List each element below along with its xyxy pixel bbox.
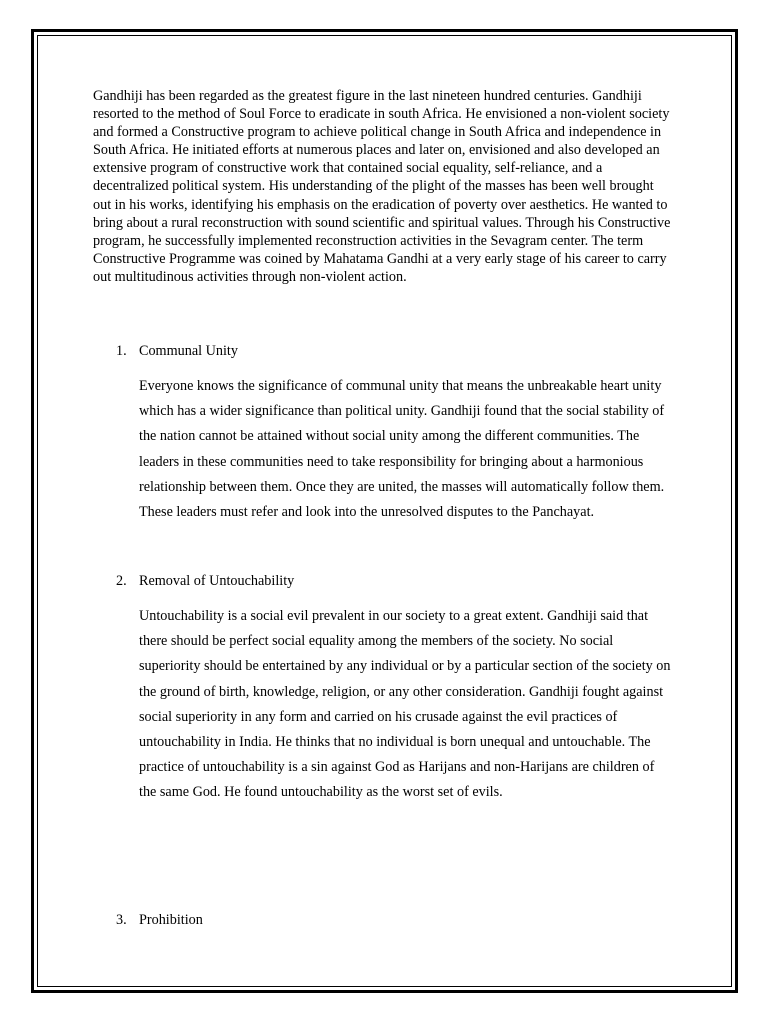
section-heading-removal-of-untouchability	[116, 572, 294, 590]
intro-paragraph: Gandhiji has been regarded as the greatest figure in the last nineteen hundred centuries. Gandhiji resorted to the method of Soul Force to eradicate in south Africa. He envisioned a non-violent society and formed a Constructive program to achieve political change in South Africa and independence in South Africa. He initiated efforts at numerous places and later on, envisioned and also developed an extensive program of constructive work that contained social equality, self-reliance, and a decentralized political system. His understanding of the plight of the masses has been well brought out in his works, identifying his emphasis on the eradication of poverty over aesthetics. He wanted to bring about a rural reconstruction with sound scientific and spiritual values. Through his Constructive program, he successfully implemented reconstruction activities in the Sevagram center. The term Constructive Programme was coined by Mahatama Gandhi at a very early stage of his career to carry out multitudinous activities through non-violent action.	[93, 88, 671, 285]
section-body-communal-unity: Everyone knows the significance of communal unity that means the unbreakable heart unity which has a wider significance than political unity. Gandhiji found that the social stability of the nation cannot be attained without social unity among the different communities. The leaders in these communities need to take responsibility for bringing about a harmonious relationship between them. Once they are united, the masses will automatically follow them. These leaders must refer and look into the unresolved disputes to the Panchayat.	[139, 378, 665, 521]
section-title: Communal Unity	[139, 343, 238, 359]
section-number: 2.	[116, 573, 127, 589]
section-body-removal-of-untouchability: Untouchability is a social evil prevalent in our society to a great extent. Gandhiji said that there should be perfect social equality among the members of the society. No social superiority should be entertained by any individual or by a particular section of the society on the ground of birth, knowledge, religion, or any other consideration. Gandhiji fought against social superiority in any form and carried on his crusade against the evil practices of untouchability in India. He thinks that no individual is born unequal and untouchable. The practice of untouchability is a sin against God as Harijans and non-Harijans are children of the same God. He found untouchability as the worst set of evils.	[139, 608, 671, 801]
section-heading-prohibition	[116, 911, 203, 929]
section-number: 1.	[116, 343, 127, 359]
section-heading-communal-unity	[116, 342, 238, 360]
section-title: Prohibition	[139, 912, 203, 928]
section-number: 3.	[116, 912, 127, 928]
section-title: Removal of Untouchability	[139, 573, 295, 589]
